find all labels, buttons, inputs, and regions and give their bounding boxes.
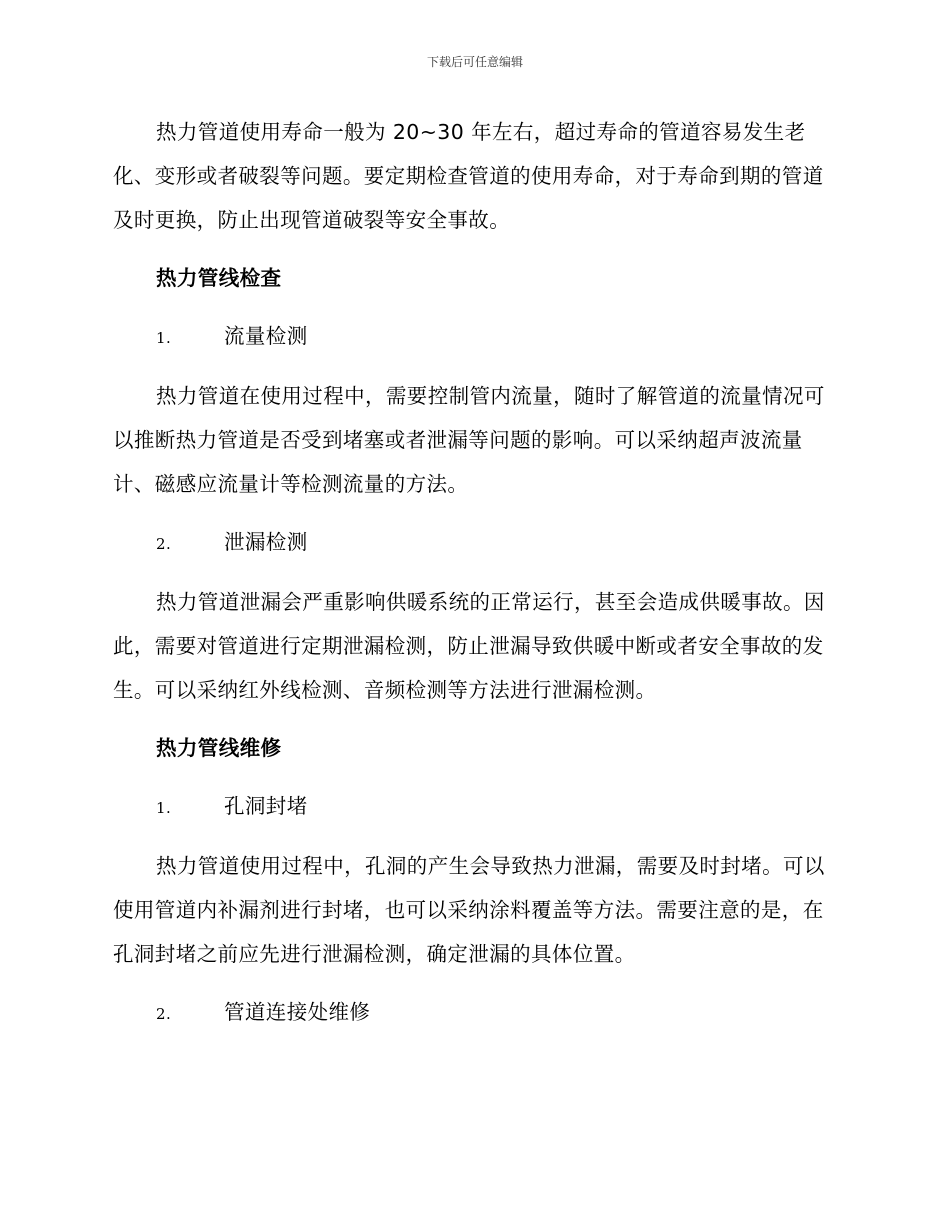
paragraph-flow-detection: 热力管道在使用过程中，需要控制管内流量，随时了解管道的流量情况可以推断热力管道是否受到堵塞或者泄漏等问题的影响。可以采纳超声波流量计、磁感应流量计等检测流量的方法。 (113, 384, 825, 496)
list-item-joint-repair (113, 990, 833, 1036)
paragraph-hole-sealing: 热力管道使用过程中，孔洞的产生会导致热力泄漏，需要及时封堵。可以使用管道内补漏剂进行封堵，也可以采纳涂料覆盖等方法。需要注意的是，在孔洞封堵之前应先进行泄漏检测，确定泄漏的具体位置。 (113, 854, 825, 966)
list-item-text: 泄漏检测 (224, 530, 308, 554)
list-item-number: 1. (156, 329, 172, 347)
paragraph-leak-detection: 热力管道泄漏会严重影响供暖系统的正常运行，甚至会造成供暖事故。因此，需要对管道进行定期泄漏检测，防止泄漏导致供暖中断或者安全事故的发生。可以采纳红外线检测、音频检测等方法进行泄漏检测。 (113, 590, 825, 702)
list-item-flow-detection (113, 314, 833, 360)
list-item-number: 1. (156, 799, 172, 817)
section-heading-repair: 热力管线维修 (156, 736, 282, 760)
page-header: 下载后可任意编辑 (426, 55, 523, 69)
list-item-number: 2. (156, 535, 172, 553)
paragraph-service-life: 热力管道使用寿命一般为 20~30 年左右，超过寿命的管道容易发生老化、变形或者破裂等问题。要定期检查管道的使用寿命，对于寿命到期的管道及时更换，防止出现管道破裂等安全事故。 (113, 120, 824, 232)
list-item-number: 2. (156, 1005, 172, 1023)
document-body (113, 110, 833, 1036)
section-heading-inspection: 热力管线检查 (156, 266, 282, 290)
list-item-text: 管道连接处维修 (224, 1000, 371, 1024)
list-item-hole-sealing (113, 784, 833, 830)
list-item-text: 流量检测 (224, 324, 308, 348)
list-item-leak-detection (113, 520, 833, 566)
list-item-text: 孔洞封堵 (224, 794, 308, 818)
